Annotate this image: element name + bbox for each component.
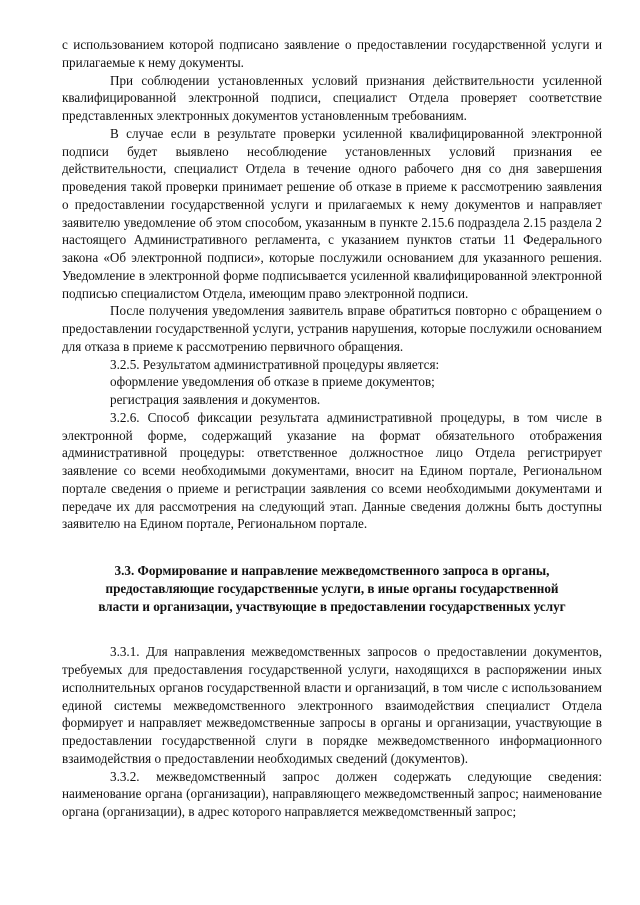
section-heading-3-3 [62,562,602,643]
document-page [62,36,602,821]
paragraph-3-2-6: 3.2.6. Способ фиксации результата административной процедуры, в том числе в электронной форме, содержащий указание на формат обязательного отображения административной процедуры: ответственное должностное лицо Отдела регистрирует заявление со всеми необходимыми документами, вносит на Едином портале, Региональном портале сведения о приеме и регистрации заявления со всеми необходимыми документами и передаче их для рассмотрения на следующий этап. Данные сведения должны быть доступны заявителю на Едином портале, Региональном портале. [62,409,602,532]
paragraph-repeat-request: После получения уведомления заявитель вправе обратиться повторно с обращением о предоставлении государственной услуги, устранив нарушения, которые послужили основанием для отказа в приеме к рассмотрению первичного обращения. [62,303,602,354]
heading-line-1: 3.3. Формирование и направление межведомственного запроса в органы, [114,563,550,578]
paragraph-3-2-5: 3.2.5. Результатом административной процедуры является: [110,356,440,372]
paragraph-refusal-decision: В случае если в результате проверки усиленной квалифицированной электронной подписи будет выявлено несоблюдение установленных условий признания ее действительности, специалист Отдела в течение одного рабочего дня со дня завершения проведения такой проверки принимает решение об отказе в приеме к рассмотрению заявления о предоставлении государственной услуги и прилагаемых к нему документов и направляет заявителю уведомление об этом способом, указанным в пункте 2.15.6 подраздела 2.15 раздела 2 настоящего Административного регламента, с указанием пунктов статьи 11 Федерального закона «Об электронной подписи», которые послужили основанием для указанного решения. Уведомление в электронной форме подписывается усиленной квалифицированной электронной подписью специалистом Отдела, имеющим право электронной подписи. [62,125,602,301]
paragraph-continuation: с использованием которой подписано заявление о предоставлении государственной услуги и прилагаемые к нему документы. [62,37,602,70]
paragraph-signature-check: При соблюдении установленных условий признания действительности усиленной квалифицированной электронной подписи, специалист Отдела проверяет соответствие представленных электронных документов установленным требованиям. [62,72,602,123]
heading-line-3: власти и организации, участвующие в предоставлении государственных услуг [98,598,566,614]
paragraph-3-3-1: 3.3.1. Для направления межведомственных запросов о предоставлении документов, требуемых для предоставления государственной услуги, находящихся в распоряжении иных исполнительных органов государственной власти и организаций, в том числе с использованием единой системы межведомственного электронного взаимодействия специалист Отдела формирует и направляет межведомственные запросы в органы и организации, участвующие в предоставлении государственной слуги в порядке межведомственного информационного взаимодействия о предоставлении необходимых сведений (документов). [62,644,602,766]
list-item-registration: регистрация заявления и документов. [110,392,321,407]
paragraph-3-3-2: 3.3.2. межведомственный запрос должен содержать следующие сведения: наименование органа (организации), направляющего межведомственный запрос; наименование органа (организации), в адрес которого направляется межведомственный запрос; [62,768,602,819]
heading-line-2: предоставляющие государственные услуги, в иные органы государственной [105,580,559,596]
list-item-refusal-notice: оформление уведомления об отказе в приеме документов; [110,374,435,390]
